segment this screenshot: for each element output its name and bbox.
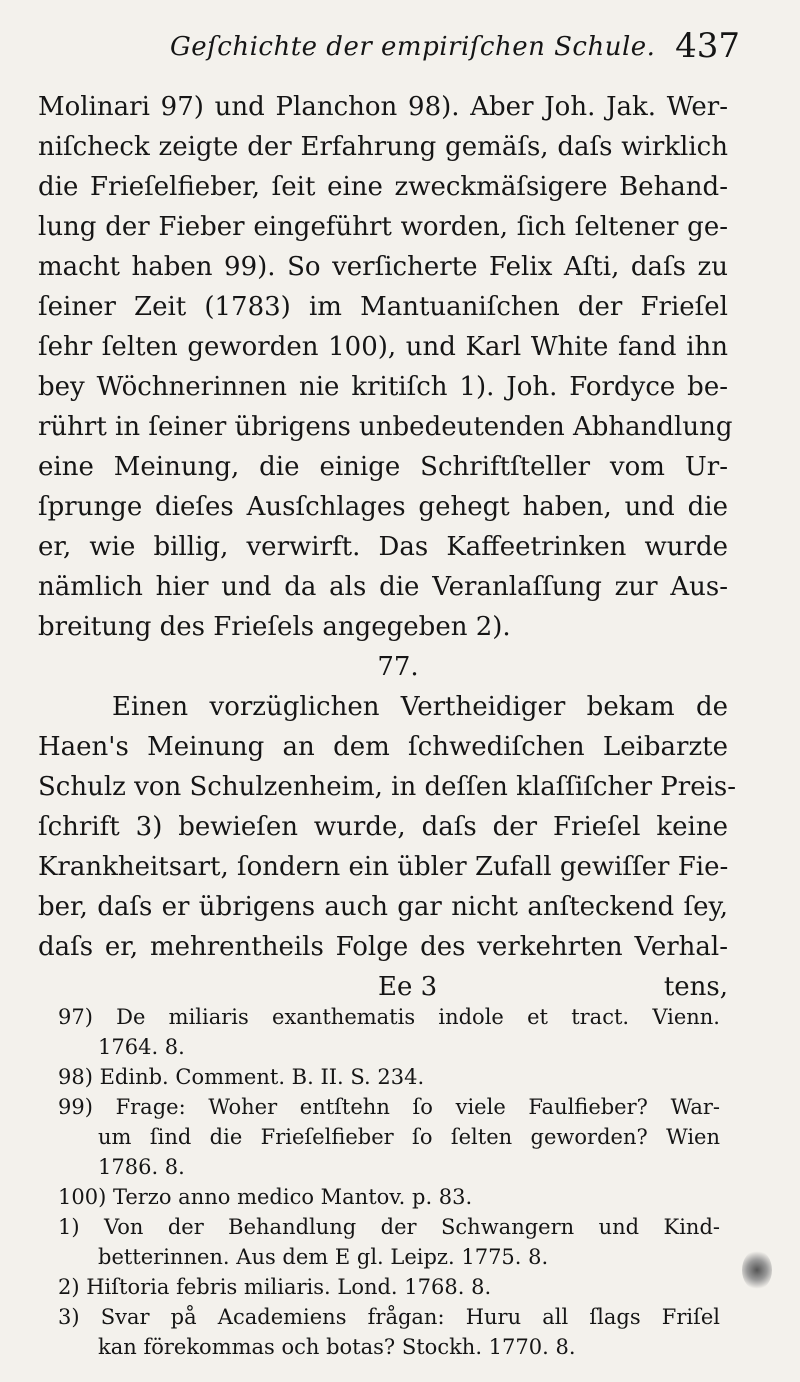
signature-mark: Ee 3 (378, 972, 438, 1002)
footnote-line: kan förekommas och botas? Stockh. 1770. 8. (98, 1335, 576, 1359)
text-line: ſchrift 3) bewieſen wurde, daſs der Frieſel keine (38, 812, 728, 842)
main-text (38, 87, 737, 1007)
footnote-line: um ſind die Frieſelfieber ſo ſelten geworden? Wien (98, 1125, 720, 1149)
page-header (40, 26, 740, 74)
footnotes (58, 1002, 720, 1362)
text-line: lung der Fieber eingeführt worden, ſich ſeltener ge- (38, 212, 728, 242)
ink-smudge (742, 1250, 772, 1290)
footnote-line: 97) De miliaris exanthematis indole et tract. Vienn. (58, 1005, 720, 1029)
text-line: macht haben 99). So verſicherte Felix Aſti, daſs zu (38, 252, 728, 282)
text-line: Einen vorzüglichen Vertheidiger bekam de (112, 692, 728, 722)
text-line: Haen's Meinung an dem ſchwediſchen Leibarzte (38, 732, 728, 762)
text-line: ber, daſs er übrigens auch gar nicht anſteckend ſey, (38, 892, 728, 922)
catchword: tens, (663, 972, 728, 1002)
text-line: ſprunge dieſes Ausſchlages gehegt haben, und die (38, 492, 728, 522)
text-line: Schulz von Schulzenheim, in deſſen klaſſiſcher Preis- (38, 772, 737, 802)
footnote-line: 2) Hiſtoria febris miliaris. Lond. 1768. 8. (58, 1275, 492, 1299)
section-number: 77. (377, 652, 419, 682)
footnote-line: 99) Frage: Woher entſtehn ſo viele Faulfieber? War- (58, 1095, 720, 1119)
footnote-line: 1786. 8. (98, 1155, 185, 1179)
text-line: nämlich hier und da als die Veranlaſſung zur Aus- (38, 572, 728, 602)
page-number: 437 (675, 26, 740, 66)
footnote-line: 1764. 8. (98, 1035, 185, 1059)
footnote-line: betterinnen. Aus dem E gl. Leipz. 1775. 8. (98, 1245, 549, 1269)
text-line: ſeiner Zeit (1783) im Mantuaniſchen der Frieſel (38, 292, 728, 322)
text-line: ſehr ſelten geworden 100), und Karl White fand ihn (38, 332, 728, 362)
footnote-line: 100) Terzo anno medico Mantov. p. 83. (58, 1185, 473, 1209)
footnote-line: 98) Edinb. Comment. B. II. S. 234. (58, 1065, 425, 1089)
text-line: Molinari 97) und Planchon 98). Aber Joh. Jak. Wer- (38, 92, 728, 122)
text-line: die Frieſelfieber, ſeit eine zweckmäſsigere Behand- (38, 172, 728, 202)
text-line: bey Wöchnerinnen nie kritiſch 1). Joh. Fordyce be- (38, 372, 728, 402)
footnote-line: 3) Svar på Academiens frågan: Huru all ſlags Friſel (58, 1305, 720, 1329)
text-line: niſcheck zeigte der Erfahrung gemäſs, daſs wirklich (38, 132, 728, 162)
text-line: breitung des Frieſels angegeben 2). (38, 612, 511, 642)
signature-line (38, 967, 728, 1007)
text-line: daſs er, mehrentheils Folge des verkehrten Verhal- (38, 932, 728, 962)
text-line: er, wie billig, verwirft. Das Kaffeetrinken wurde (38, 532, 728, 562)
text-line: eine Meinung, die einige Schriftſteller vom Ur- (38, 452, 728, 482)
text-line: Krankheitsart, ſondern ein übler Zufall gewiſſer Fie- (38, 852, 729, 882)
footnote-line: 1) Von der Behandlung der Schwangern und Kind- (58, 1215, 720, 1239)
running-title: Geſchichte der empiriſchen Schule. (170, 32, 656, 62)
text-line: rührt in ſeiner übrigens unbedeutenden Abhandlung (38, 412, 733, 442)
